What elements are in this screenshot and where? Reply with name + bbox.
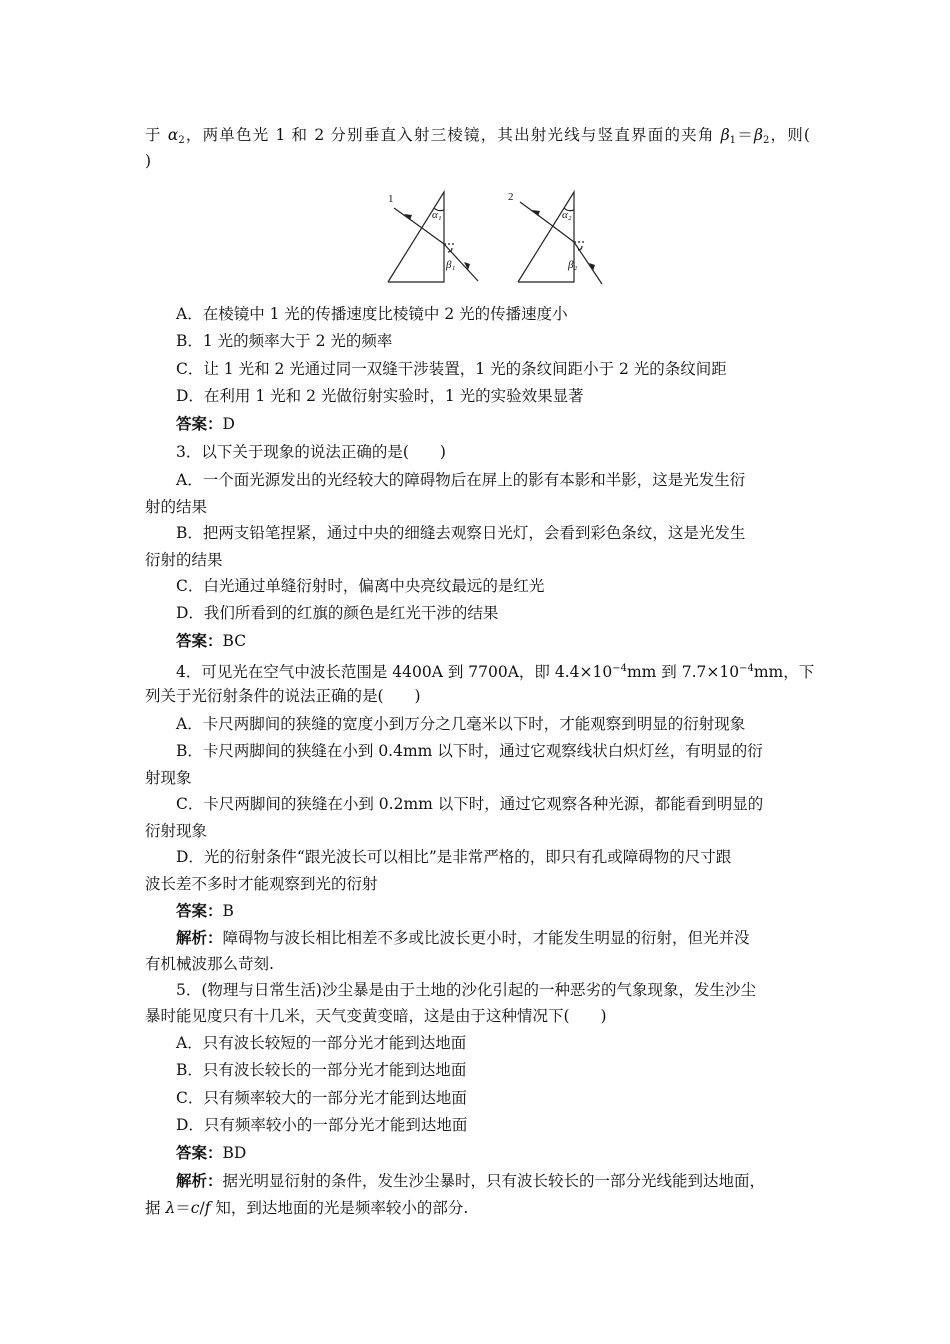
- q4-explanation-line1: 解析：障碍物与波长相比相差不多或比波长更小时，才能发生明显的衍射，但光并没: [176, 928, 750, 947]
- q3-option-a-line1: A．一个面光源发出的光经较大的障碍物后在屏上的影有本影和半影，这是光发生衍: [176, 471, 746, 489]
- q4-option-d-line2: 波长差不多时才能观察到光的衍射: [145, 875, 378, 893]
- q4-option-d-line1: D．光的衍射条件“跟光波长可以相比”是非常严格的，即只有孔或障碍物的尺寸跟: [176, 848, 732, 866]
- q4-answer: 答案：B: [176, 901, 234, 920]
- q4-stem-line2: 列关于光衍射条件的说法正确的是( ): [145, 687, 421, 705]
- q3-option-b-line1: B．把两支铅笔捏紧，通过中央的细缝去观察日光灯，会看到彩色条纹，这是光发生: [176, 524, 746, 542]
- q4-stem-line1: 4．可见光在空气中波长范围是 4400A 到 7700A，即 $4.4\times 10^{-4}mm$ 到 $7.7\times 10^{-4}mm$，下: [176, 663, 815, 681]
- ray-2-label: 2: [508, 191, 514, 203]
- q5-option-d: D．只有频率较小的一部分光才能到达地面: [176, 1116, 468, 1134]
- q3-option-b-line2: 衍射的结果: [145, 551, 223, 569]
- q5-stem-line1: 5．(物理与日常生活)沙尘暴是由于土地的沙化引起的一种恶劣的气象现象，发生沙尘: [176, 981, 756, 999]
- q2-option-b: B．1 光的频率大于 2 光的频率: [176, 332, 393, 350]
- q2-stem-line2: ): [145, 152, 152, 170]
- q5-option-b: B．只有波长较长的一部分光才能到达地面: [176, 1061, 467, 1079]
- q2-option-d: D．在利用 1 光和 2 光做衍射实验时，1 光的实验效果显著: [176, 387, 584, 405]
- q4-option-c-line1: C．卡尺两脚间的狭缝在小到 0.2mm 以下时，通过它观察各种光源，都能看到明显的: [176, 795, 764, 813]
- q5-stem-line2: 暴时能见度只有十几米，天气变黄变暗，这是由于这种情况下( ): [145, 1007, 607, 1025]
- beta2-label: β₂: [568, 259, 578, 271]
- q5-answer: 答案：BD: [176, 1143, 247, 1162]
- q2-stem-line1: 于 $\alpha_2$，两单色光 1 和 2 分别垂直入射三棱镜，其出射光线与竖直界面的夹角 $\beta_1=\beta_2$，则(: [145, 126, 810, 146]
- q4-option-a: A．卡尺两脚间的狭缝的宽度小到万分之几毫米以下时，才能观察到明显的衍射现象: [176, 715, 746, 733]
- beta1-label: β₁: [446, 259, 456, 271]
- ray-1-arrow: [404, 214, 412, 220]
- q3-option-d: D．我们所看到的红旗的颜色是红光干涉的结果: [176, 604, 499, 622]
- ray-1-label: 1: [388, 193, 394, 205]
- prism-figure: [380, 188, 610, 288]
- q2-option-c: C．让 1 光和 2 光通过同一双缝干涉装置，1 光的条纹间距小于 2 光的条纹间距: [176, 360, 727, 378]
- ray-2-inside: [550, 224, 574, 242]
- ray-2-exit: [574, 242, 602, 284]
- q4-option-b-line2: 射现象: [145, 769, 192, 787]
- prism-1: [388, 192, 444, 282]
- q4-explanation-line2: 有机械波那么苛刻.: [145, 955, 274, 973]
- q3-answer: 答案：BC: [176, 631, 247, 650]
- q3-stem: 3．以下关于现象的说法正确的是( ): [176, 443, 446, 461]
- ray-1-inside: [422, 228, 444, 244]
- alpha1-label: α₁: [432, 209, 442, 221]
- q3-option-a-line2: 射的结果: [145, 498, 208, 516]
- q4-option-c-line2: 衍射现象: [145, 822, 208, 840]
- q5-explanation-line2: 据 λ＝c/f 知，到达地面的光是频率较小的部分.: [145, 1199, 469, 1217]
- q5-explanation-line1: 解析：据光明显衍射的条件，发生沙尘暴时，只有波长较长的一部分光线能到达地面，: [176, 1171, 766, 1190]
- q2-answer: 答案：D: [176, 414, 235, 433]
- q4-option-b-line1: B．卡尺两脚间的狭缝在小到 0.4mm 以下时，通过它观察线状白炽灯丝，有明显的衍: [176, 742, 763, 760]
- q5-option-a: A．只有波长较短的一部分光才能到达地面: [176, 1034, 467, 1052]
- alpha2-label: α₂: [562, 209, 572, 221]
- q2-option-a: A．在棱镜中 1 光的传播速度比棱镜中 2 光的传播速度小: [176, 305, 568, 323]
- prism-2: [518, 192, 574, 282]
- q3-option-c: C．白光通过单缝衍射时，偏离中央亮纹最远的是红光: [176, 577, 545, 595]
- q5-option-c: C．只有频率较大的一部分光才能到达地面: [176, 1089, 467, 1107]
